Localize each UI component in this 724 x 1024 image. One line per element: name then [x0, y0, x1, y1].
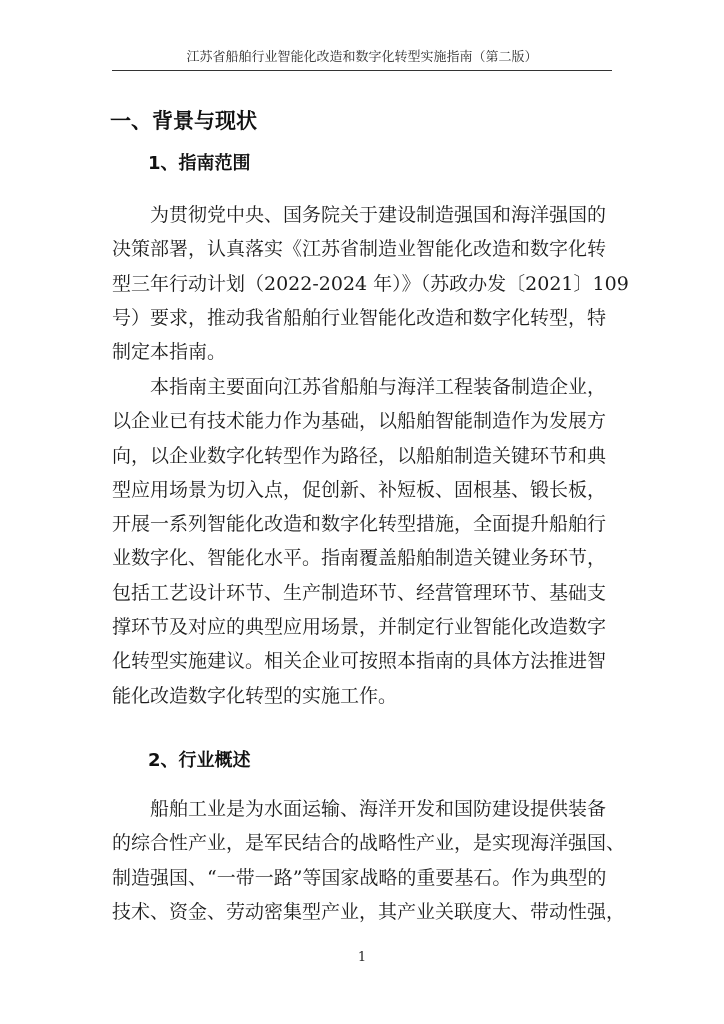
section-heading: 一、背景与现状 [110, 109, 257, 133]
text-line: 开展一系列智能化改造和数字化转型措施，全面提升船舶行 [112, 513, 607, 536]
text-line: 制造强国、“一带一路”等国家战略的重要基石。作为典型的 [112, 866, 607, 889]
text-line: 包括工艺设计环节、生产制造环节、经营管理环节、基础支 [112, 581, 607, 604]
text-line: 船舶工业是为水面运输、海洋开发和国防建设提供装备 [150, 798, 607, 820]
paragraph-scope-1 [112, 198, 629, 369]
page-number: 1 [357, 950, 367, 965]
running-header: 江苏省船舶行业智能化改造和数字化转型实施指南（第二版） [186, 50, 538, 65]
subsection-heading-scope: 1、指南范围 [148, 153, 251, 174]
text-line: 型应用场景为切入点，促创新、补短板、固根基、锻长板， [112, 478, 607, 501]
header-rule [112, 70, 612, 71]
text-line: 向，以企业数字化转型作为路径，以船舶制造关键环节和典 [112, 444, 607, 467]
text-line: 技术、资金、劳动密集型产业，其产业关联度大、带动性强， [112, 900, 626, 923]
paragraph-overview-1 [112, 792, 626, 929]
text-line: 号）要求，推动我省船舶行业智能化改造和数字化转型，特 [112, 306, 607, 329]
text-line: 撑环节及对应的典型应用场景，并制定行业智能化改造数字 [112, 616, 607, 639]
text-line: 业数字化、智能化水平。指南覆盖船舶制造关键业务环节， [112, 547, 607, 570]
text-line: 以企业已有技术能力作为基础，以船舶智能制造作为发展方 [112, 410, 607, 433]
text-line: 化转型实施建议。相关企业可按照本指南的具体方法推进智 [112, 650, 607, 673]
text-line: 型三年行动计划（2022-2024 年）》（苏政办发〔2021〕109 [112, 272, 629, 295]
text-line: 的综合性产业，是军民结合的战略性产业，是实现海洋强国、 [112, 832, 626, 855]
subsection-heading-overview: 2、行业概述 [148, 750, 251, 771]
text-line: 为贯彻党中央、国务院关于建设制造强国和海洋强国的 [150, 204, 607, 226]
text-line: 能化改造数字化转型的实施工作。 [112, 684, 398, 707]
text-line: 制定本指南。 [112, 341, 227, 364]
text-line: 本指南主要面向江苏省船舶与海洋工程装备制造企业， [150, 376, 607, 398]
paragraph-scope-2 [112, 370, 612, 713]
text-line: 决策部署，认真落实《江苏省制造业智能化改造和数字化转 [112, 238, 607, 261]
